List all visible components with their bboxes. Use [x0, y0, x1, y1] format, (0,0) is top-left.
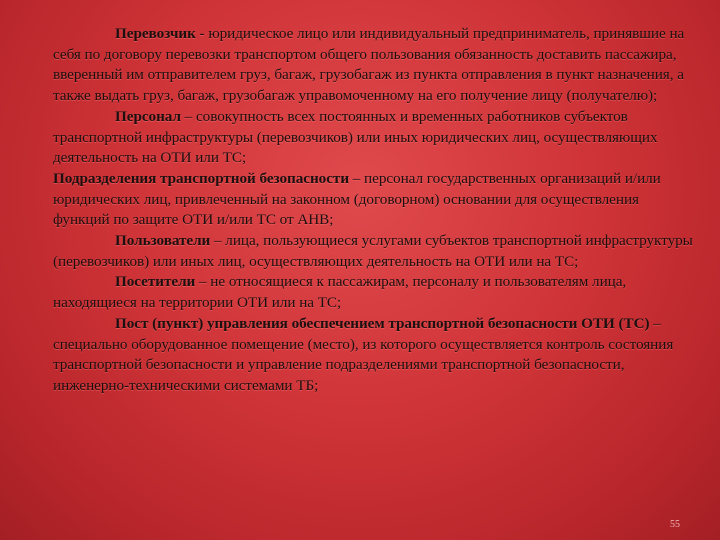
paragraph-carrier [53, 24, 693, 107]
term-users: Пользователи [115, 232, 211, 250]
paragraph-users [53, 231, 693, 272]
term-personnel: Персонал [115, 107, 181, 125]
term-visitors: Посетители [115, 273, 196, 291]
paragraph-visitors [53, 272, 693, 313]
term-carrier: Перевозчик [115, 25, 196, 42]
definition-control-post: – специально оборудованное помещение (место), из которого осуществляется контроль состояния транспортной безопасности и управление подразделениями транспортной безопасности, инженерно-техническими системами ТБ; [53, 314, 674, 394]
definitions-text [53, 24, 693, 397]
definition-visitors: – не относящиеся к пассажирам, персоналу и пользователям лица, находящиеся на территории ОТИ или на ТС; [53, 273, 627, 312]
definition-personnel: – совокупность всех постоянных и временных работников субъектов транспортной инфраструктуры (перевозчиков) или иных юридических лиц, осуществляющих деятельность на ОТИ или ТС; [53, 107, 658, 167]
definition-users: – лица, пользующиеся услугами субъектов транспортной инфраструктуры (перевозчиков) или иных лиц, осуществляющих деятельность на ОТИ или на ТС; [53, 232, 693, 270]
definition-security-units: – персонал государственных организаций и/или юридических лиц, привлеченный на законном (договорном) основании для осуществления функций по защите ОТИ и/или ТС от АНВ; [53, 169, 661, 229]
term-security-units: Подразделения транспортной безопасности [53, 169, 350, 187]
paragraph-personnel [53, 107, 693, 169]
definition-carrier: - юридическое лицо или индивидуальный предприниматель, принявшие на себя по договору перевозки транспортом общего пользования обязанность доставить пассажира, вверенный им отправителем груз, багаж, грузобагаж из пункта отправления в пункт назначения, а также выдать груз, багаж, грузобагаж управомоченному на его получение лицу (получателю); [53, 25, 685, 105]
paragraph-security-units [53, 169, 693, 231]
term-control-post: Пост (пункт) управления обеспечением транспортной безопасности ОТИ (ТС) [115, 314, 650, 332]
paragraph-control-post [53, 314, 693, 397]
page-number: 55 [670, 519, 680, 530]
